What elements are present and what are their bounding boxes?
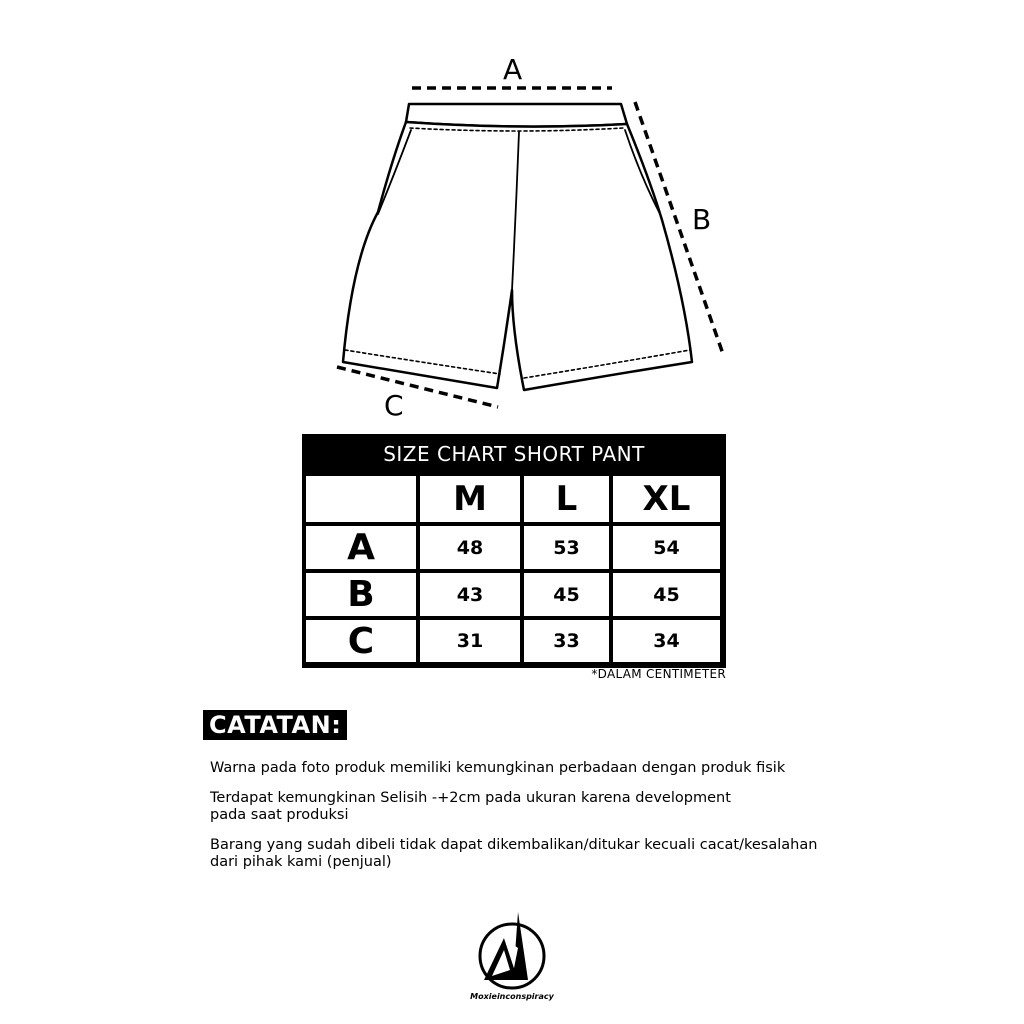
- dimension-label-b: B: [692, 203, 712, 236]
- note-item: Terdapat kemungkinan Selisih -+2cm pada ukuran karena development pada saat produksi: [210, 790, 731, 823]
- table-cell-b-l: 45: [524, 573, 609, 616]
- dimension-label-c: C: [384, 389, 404, 422]
- table-cell-b-xl: 45: [613, 573, 720, 616]
- table-cell-b-m: 43: [420, 573, 520, 616]
- size-header-l: L: [524, 476, 609, 522]
- dimension-label-a: A: [503, 53, 523, 86]
- table-title: SIZE CHART SHORT PANT: [383, 442, 645, 466]
- size-header-xl: XL: [613, 476, 720, 522]
- table-cell-c-m: 31: [420, 620, 520, 662]
- row-header-b: B: [306, 573, 416, 616]
- brand-logo-icon: [470, 908, 554, 992]
- brand-name: Moxieinconspiracy: [470, 992, 554, 1001]
- table-corner-cell: [306, 476, 416, 522]
- row-header-c: C: [306, 620, 416, 662]
- table-cell-a-l: 53: [524, 526, 609, 569]
- table-cell-c-l: 33: [524, 620, 609, 662]
- table-cell-a-m: 48: [420, 526, 520, 569]
- note-item: Warna pada foto produk memiliki kemungkinan perbadaan dengan produk fisik: [210, 760, 786, 776]
- table-cell-a-xl: 54: [613, 526, 720, 569]
- note-item: Barang yang sudah dibeli tidak dapat dikembalikan/ditukar kecuali cacat/kesalahan dari pihak kami (penjual): [210, 837, 818, 870]
- unit-note: *DALAM CENTIMETER: [591, 667, 726, 681]
- size-chart-table: [302, 434, 726, 668]
- row-header-a: A: [306, 526, 416, 569]
- size-header-m: M: [420, 476, 520, 522]
- table-cell-c-xl: 34: [613, 620, 720, 662]
- notes-title: CATATAN:: [203, 710, 347, 740]
